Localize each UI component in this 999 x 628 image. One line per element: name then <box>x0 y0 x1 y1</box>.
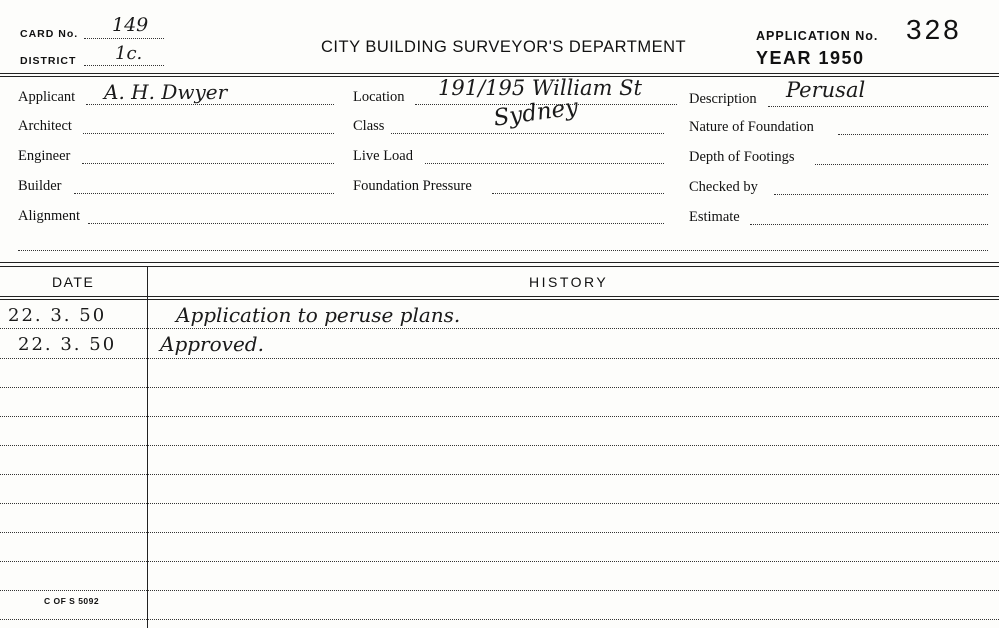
architect-line <box>83 133 334 134</box>
builder-line <box>74 193 334 194</box>
history-row-line <box>0 474 999 475</box>
class-line <box>391 133 664 134</box>
foundation-pressure-line <box>492 193 664 194</box>
district-value: 1c. <box>115 43 143 64</box>
alignment-line <box>88 223 664 224</box>
estimate-line <box>750 224 988 225</box>
engineer-label: Engineer <box>18 148 71 164</box>
description-line <box>768 106 988 107</box>
applicant-label: Applicant <box>18 89 76 105</box>
card-no-label: CARD No. <box>20 28 79 40</box>
foundation-pressure-label: Foundation Pressure <box>353 178 472 194</box>
description-label: Description <box>689 91 757 107</box>
history-row-line <box>0 532 999 533</box>
location-value: 191/195 William St <box>438 76 642 100</box>
history-row-line <box>0 619 999 620</box>
architect-label: Architect <box>18 118 72 134</box>
history-row-line <box>0 328 999 329</box>
live-load-label: Live Load <box>353 148 413 164</box>
history-row-line <box>0 387 999 388</box>
applicant-line <box>86 104 334 105</box>
location-label: Location <box>353 89 405 105</box>
history-entry-date: 22. 3. 50 <box>8 305 107 326</box>
history-row-line <box>0 503 999 504</box>
district-label: DISTRICT <box>20 55 77 67</box>
year-label: YEAR 1950 <box>756 48 865 68</box>
history-row-line <box>0 416 999 417</box>
column-divider <box>147 267 148 628</box>
card-no-line <box>84 38 164 39</box>
history-row-line <box>0 358 999 359</box>
application-label: APPLICATION No. <box>756 29 879 43</box>
history-row-line <box>0 561 999 562</box>
date-column-header: DATE <box>52 274 95 290</box>
alignment-label: Alignment <box>18 208 81 224</box>
class-label: Class <box>353 118 385 134</box>
blank-field-line <box>18 250 988 251</box>
depth-footings-label: Depth of Footings <box>689 149 795 165</box>
header-rule <box>0 73 999 74</box>
engineer-line <box>82 163 334 164</box>
history-top-rule <box>0 262 999 263</box>
class-value: Sydney <box>492 94 580 132</box>
history-row-line <box>0 445 999 446</box>
applicant-value: A. H. Dwyer <box>104 80 228 104</box>
nature-foundation-label: Nature of Foundation <box>689 119 814 135</box>
builder-label: Builder <box>18 178 62 194</box>
district-line <box>84 65 164 66</box>
history-entry-text: Approved. <box>160 332 264 356</box>
history-row-line <box>0 590 999 591</box>
live-load-line <box>425 163 664 164</box>
application-number: 328 <box>906 14 962 45</box>
form-code: C OF S 5092 <box>44 596 100 606</box>
department-title: CITY BUILDING SURVEYOR'S DEPARTMENT <box>321 38 687 56</box>
checked-by-label: Checked by <box>689 179 758 195</box>
card-no-value: 149 <box>112 14 149 36</box>
history-header-rule <box>0 296 999 297</box>
estimate-label: Estimate <box>689 209 740 225</box>
history-entry-text: Application to peruse plans. <box>176 303 461 327</box>
checked-by-line <box>774 194 988 195</box>
history-column-header: HISTORY <box>529 274 609 290</box>
nature-foundation-line <box>838 134 988 135</box>
history-entry-date: 22. 3. 50 <box>18 334 117 355</box>
description-value: Perusal <box>786 78 866 102</box>
history-top-rule-inner <box>0 266 999 267</box>
history-header-rule-inner <box>0 299 999 300</box>
depth-footings-line <box>815 164 988 165</box>
